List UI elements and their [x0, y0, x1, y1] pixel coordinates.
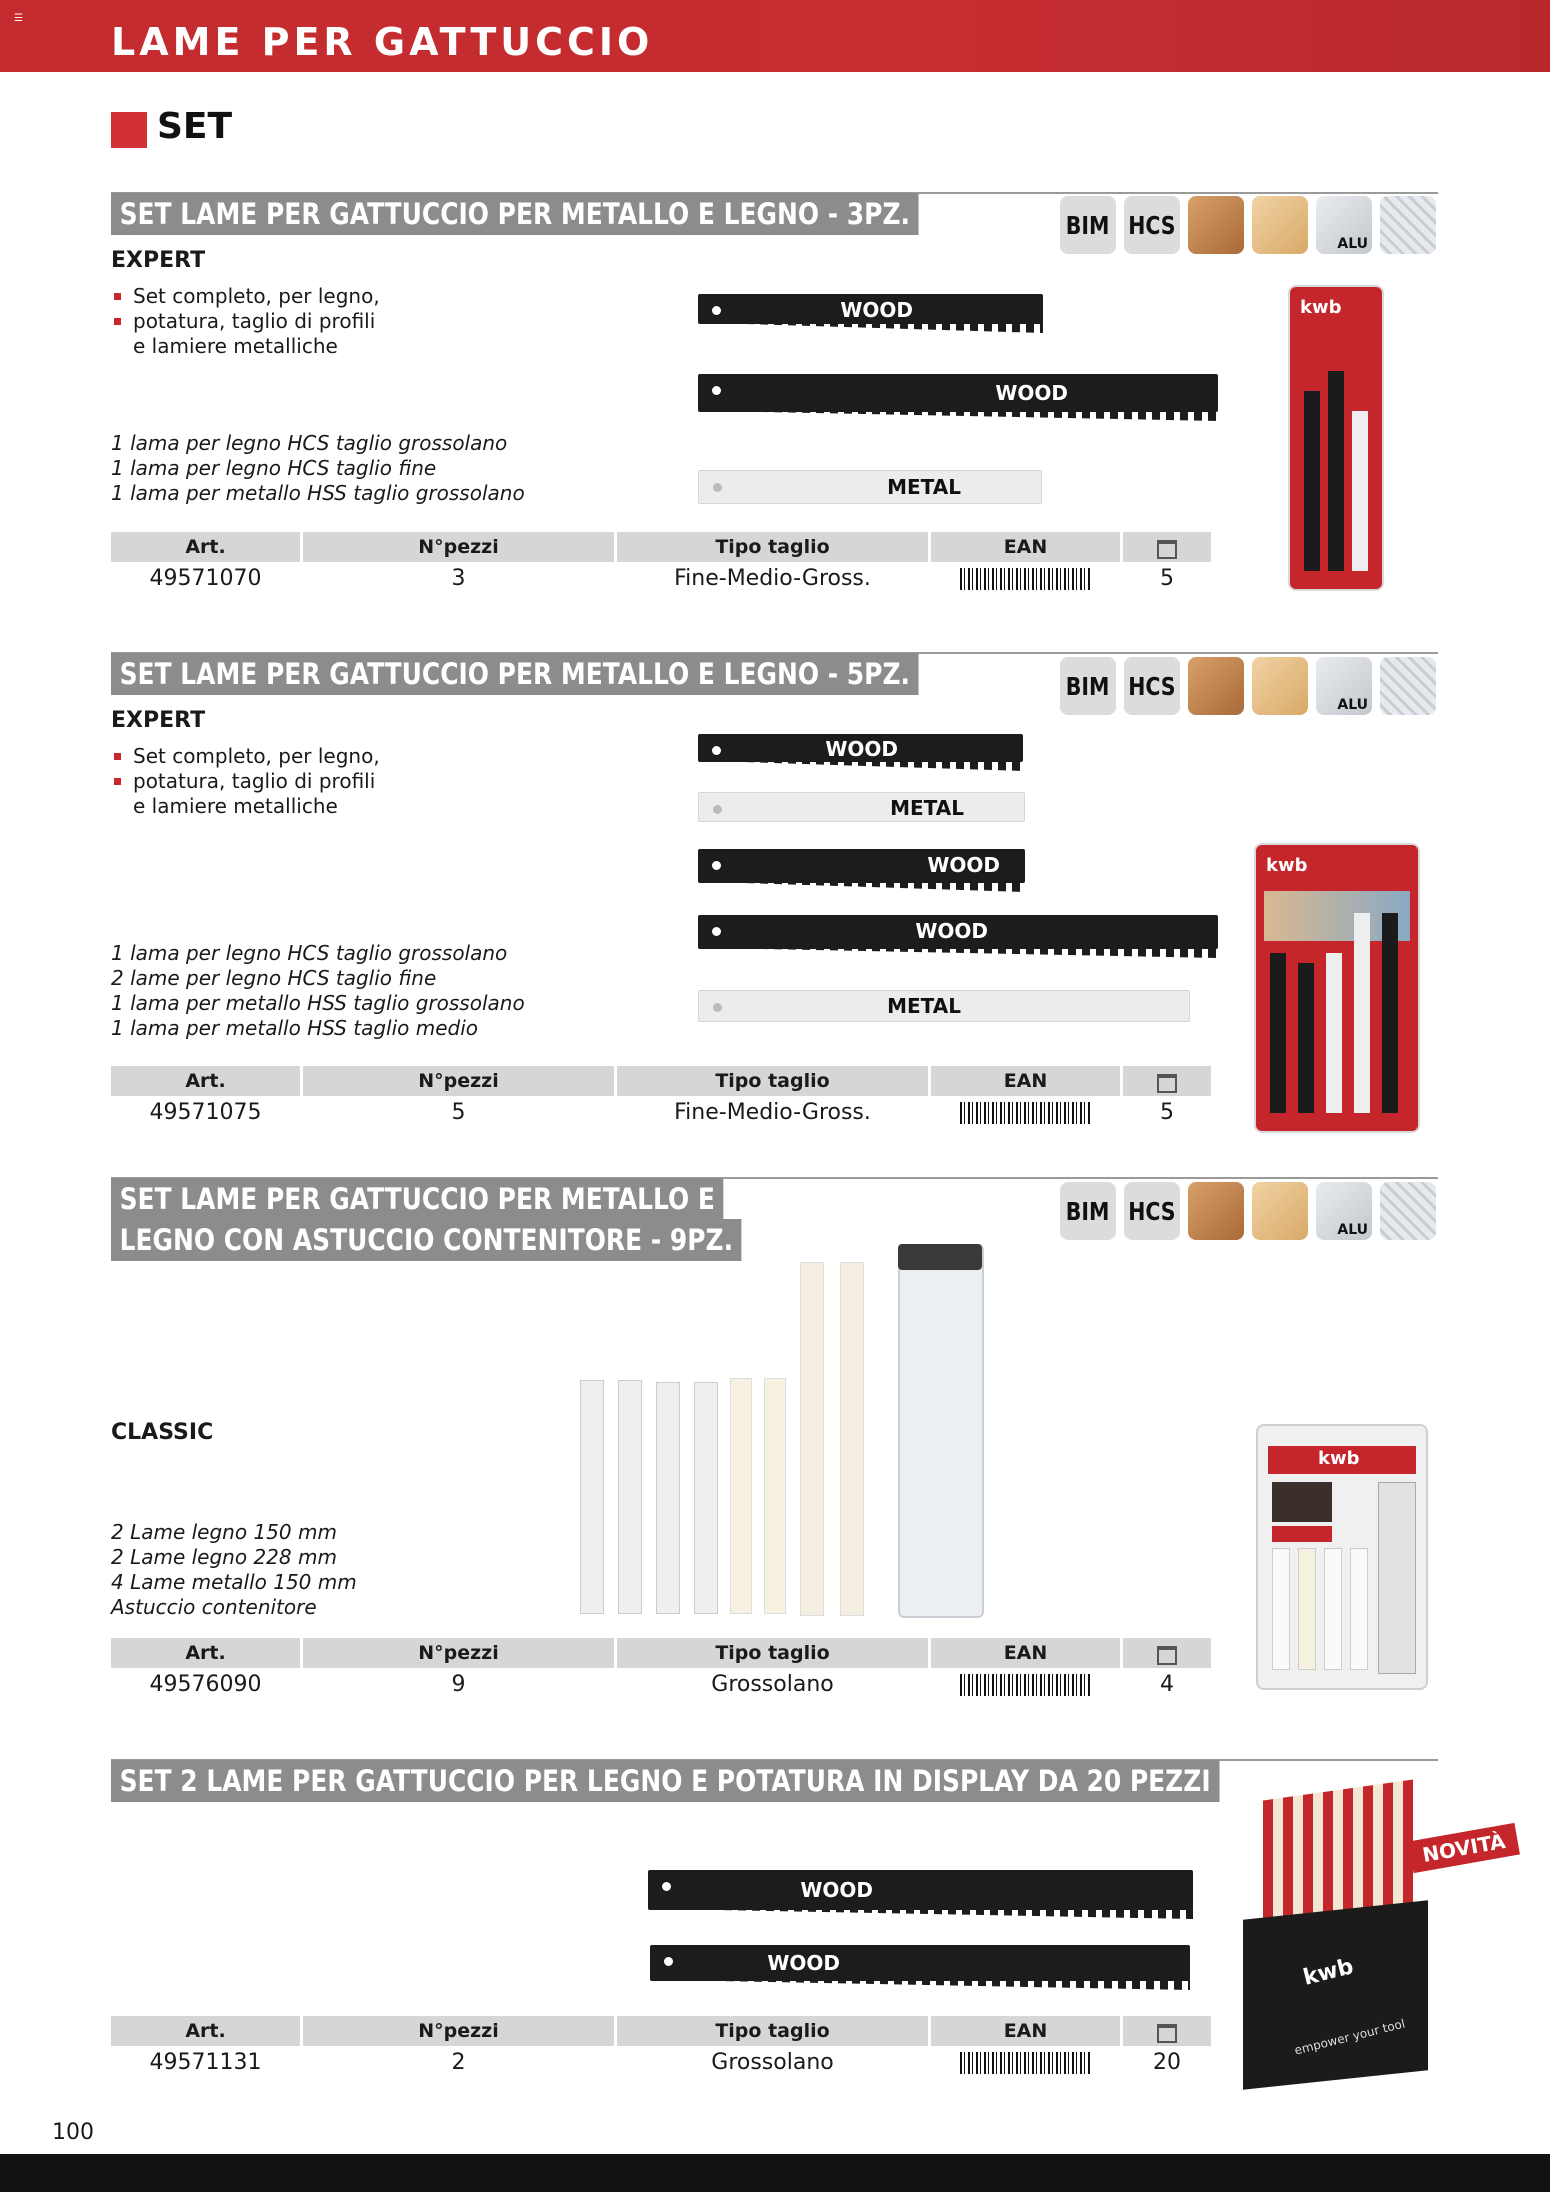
package-icon	[1123, 1066, 1211, 1096]
hcs-badge: HCS	[1124, 1182, 1180, 1240]
blade-image	[694, 1382, 718, 1614]
blade-image	[618, 1380, 642, 1614]
piece-count: 5	[451, 1100, 466, 1125]
softwood-icon	[1252, 196, 1308, 254]
page-title: LAME PER GATTUCCIO	[111, 20, 654, 64]
set-contents	[111, 1520, 357, 1620]
table-header: Art. N°pezzi Tipo taglio EAN	[111, 1066, 1214, 1096]
cut-type: Grossolano	[711, 2050, 834, 2075]
pack-quantity: 5	[1160, 566, 1174, 591]
material-badges	[1060, 196, 1436, 254]
page-number: 100	[52, 2120, 94, 2145]
feature-item: Set completo, per legno,	[111, 284, 380, 309]
feature-list	[111, 284, 380, 359]
aluminium-icon: ALU	[1316, 1182, 1372, 1240]
pack-quantity: 5	[1160, 1100, 1174, 1125]
bim-badge: BIM	[1060, 1182, 1116, 1240]
blade-image	[840, 1262, 864, 1616]
aluminium-icon: ALU	[1316, 657, 1372, 715]
piece-count: 2	[451, 2050, 466, 2075]
counter-display: kwb empower your tool	[1243, 1790, 1428, 2090]
blade-image: WOOD	[650, 1945, 1190, 1981]
art-number: 49571131	[149, 2050, 262, 2075]
new-badge: NOVITÀ	[1408, 1823, 1520, 1873]
pack-quantity: 4	[1160, 1672, 1174, 1697]
table-header: Art. N°pezzi Tipo taglio EAN	[111, 1638, 1214, 1668]
bim-badge: BIM	[1060, 196, 1116, 254]
content-item: 1 lama per metallo HSS taglio grossolano	[111, 481, 525, 505]
blade-image	[656, 1382, 680, 1614]
table-row	[111, 2046, 1214, 2080]
feature-item: e lamiere metalliche	[133, 334, 338, 358]
product-line: EXPERT	[111, 708, 206, 733]
ean-barcode	[931, 1668, 1120, 1702]
product-title: SET 2 LAME PER GATTUCCIO PER LEGNO E POTATURA IN DISPLAY DA 20 PEZZI	[111, 1760, 1219, 1802]
blade-image: WOOD	[698, 849, 1025, 883]
package-icon	[1123, 1638, 1211, 1668]
content-item: 1 lama per legno HCS taglio fine	[111, 456, 437, 480]
content-item: 1 lama per metallo HSS taglio grossolano	[111, 991, 525, 1015]
art-number: 49576090	[149, 1672, 262, 1697]
feature-list	[111, 744, 380, 819]
content-item: Astuccio contenitore	[111, 1595, 317, 1619]
footer-bar	[0, 2154, 1550, 2192]
metal-profile-icon	[1380, 657, 1436, 715]
cut-type: Grossolano	[711, 1672, 834, 1697]
product-line: EXPERT	[111, 248, 206, 273]
cut-type: Fine-Medio-Gross.	[674, 566, 871, 591]
material-badges	[1060, 657, 1436, 715]
product-title: SET LAME PER GATTUCCIO PER METALLO E LEGNO - 5PZ.	[111, 653, 919, 695]
category-marker	[111, 112, 147, 148]
table-header: Art. N°pezzi Tipo taglio EAN	[111, 2016, 1214, 2046]
blade-image: METAL	[698, 470, 1042, 504]
package-icon	[1123, 2016, 1211, 2046]
table-row	[111, 1096, 1214, 1130]
content-item: 2 Lame legno 150 mm	[111, 1520, 337, 1544]
product-package: kwb	[1290, 287, 1382, 589]
bim-badge: BIM	[1060, 657, 1116, 715]
blade-image: WOOD	[698, 915, 1218, 949]
header-bar	[0, 0, 1550, 72]
hcs-badge: HCS	[1124, 196, 1180, 254]
pack-quantity: 20	[1153, 2050, 1181, 2075]
blade-image: WOOD	[698, 374, 1218, 412]
product-line: CLASSIC	[111, 1420, 214, 1445]
feature-item: potatura, taglio di profili	[111, 769, 380, 794]
blade-image: WOOD	[698, 734, 1023, 762]
product-table	[111, 532, 1214, 596]
art-number: 49571075	[149, 1100, 262, 1125]
content-item: 1 lama per metallo HSS taglio medio	[111, 1016, 479, 1040]
table-row	[111, 1668, 1214, 1702]
art-number: 49571070	[149, 566, 262, 591]
blade-image	[580, 1380, 604, 1614]
piece-count: 3	[451, 566, 466, 591]
feature-item: e lamiere metalliche	[133, 794, 338, 818]
blade-image	[730, 1378, 752, 1614]
content-item: 1 lama per legno HCS taglio grossolano	[111, 941, 508, 965]
product-title-line1: SET LAME PER GATTUCCIO PER METALLO E	[111, 1178, 724, 1220]
product-package: kwb	[1256, 845, 1418, 1131]
metal-profile-icon	[1380, 196, 1436, 254]
feature-item: Set completo, per legno,	[111, 744, 380, 769]
product-package: kwb	[1258, 1426, 1426, 1688]
menu-icon[interactable]: ☰	[14, 13, 23, 24]
blade-image	[800, 1262, 824, 1616]
hardwood-icon	[1188, 196, 1244, 254]
table-header: Art. N°pezzi Tipo taglio EAN	[111, 532, 1214, 562]
metal-profile-icon	[1380, 1182, 1436, 1240]
product-table	[111, 1638, 1214, 1702]
piece-count: 9	[451, 1672, 466, 1697]
category-label: SET	[157, 106, 233, 147]
blade-image: WOOD	[648, 1870, 1193, 1910]
set-contents	[111, 941, 525, 1041]
table-row	[111, 562, 1214, 596]
content-item: 4 Lame metallo 150 mm	[111, 1570, 357, 1594]
storage-case	[898, 1244, 984, 1618]
hcs-badge: HCS	[1124, 657, 1180, 715]
product-table	[111, 1066, 1214, 1130]
blade-image: METAL	[698, 990, 1190, 1022]
set-contents	[111, 431, 525, 506]
ean-barcode	[931, 2046, 1120, 2080]
product-table	[111, 2016, 1214, 2080]
blade-image	[764, 1378, 786, 1614]
product-title-line2: LEGNO CON ASTUCCIO CONTENITORE - 9PZ.	[111, 1219, 742, 1261]
ean-barcode	[931, 562, 1120, 596]
product-title: SET LAME PER GATTUCCIO PER METALLO E LEGNO - 3PZ.	[111, 193, 919, 235]
ean-barcode	[931, 1096, 1120, 1130]
softwood-icon	[1252, 1182, 1308, 1240]
package-icon	[1123, 532, 1211, 562]
blade-image: WOOD	[698, 294, 1043, 324]
cut-type: Fine-Medio-Gross.	[674, 1100, 871, 1125]
aluminium-icon: ALU	[1316, 196, 1372, 254]
content-item: 1 lama per legno HCS taglio grossolano	[111, 431, 508, 455]
material-badges	[1060, 1182, 1436, 1240]
blade-image: METAL	[698, 792, 1025, 822]
content-item: 2 Lame legno 228 mm	[111, 1545, 337, 1569]
feature-item: potatura, taglio di profili	[111, 309, 380, 334]
softwood-icon	[1252, 657, 1308, 715]
hardwood-icon	[1188, 1182, 1244, 1240]
content-item: 2 lame per legno HCS taglio fine	[111, 966, 437, 990]
hardwood-icon	[1188, 657, 1244, 715]
